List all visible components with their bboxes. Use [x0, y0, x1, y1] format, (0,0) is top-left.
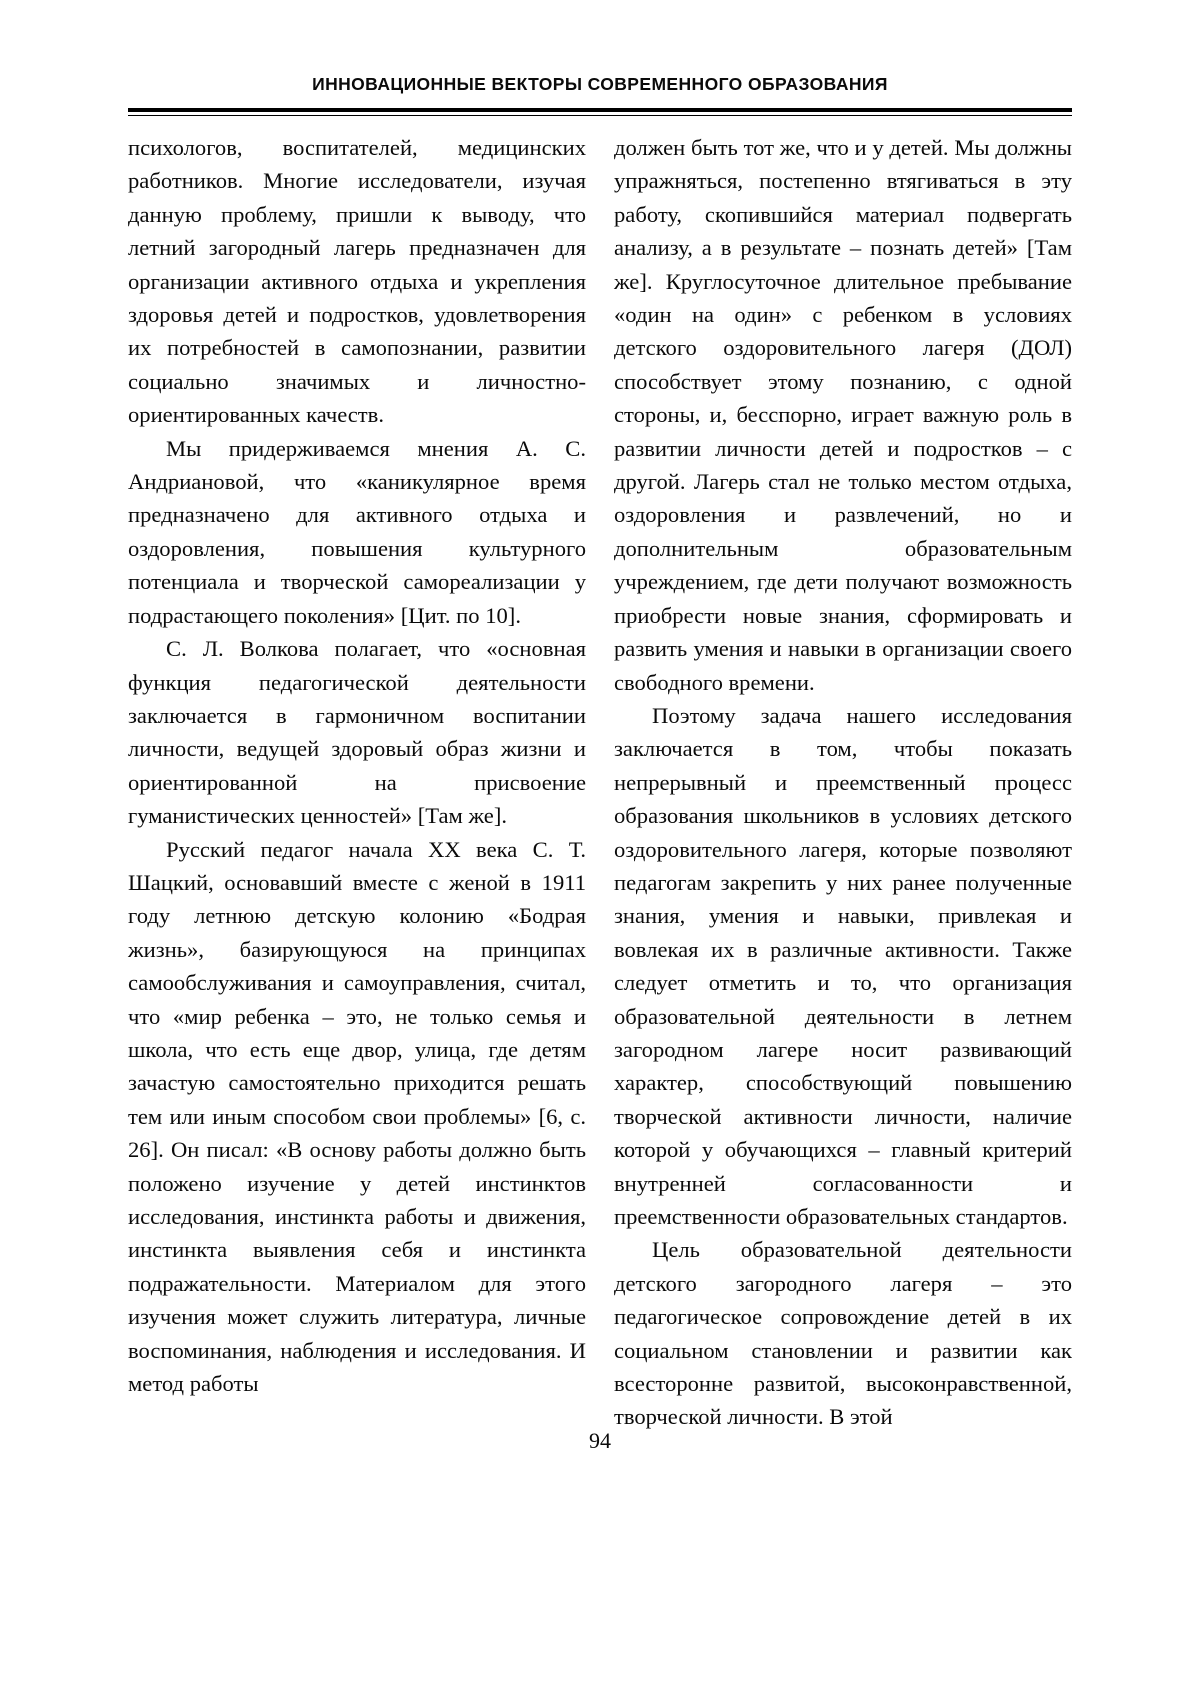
- paragraph: Мы придерживаемся мнения А. С. Андриановой, что «каникулярное время предназначено для активного отдыха и оздоровления, повышения культурного потенциала и творческой самореализации у подрастающего поколения» [Цит. по 10].: [128, 435, 586, 628]
- two-column-body: [128, 131, 1072, 1434]
- page-number: 94: [589, 1428, 611, 1453]
- column-left: [128, 131, 586, 1434]
- paragraph: психологов, воспитателей, медицинских работников. Многие исследователи, изучая данную проблему, пришли к выводу, что летний загородный лагерь предназначен для организации активного отдыха и укрепления здоровья детей и подростков, удовлетворения их потребностей в самопознании, развитии социально значимых и личностно-ориентированных качеств.: [128, 135, 586, 428]
- paragraph: С. Л. Волкова полагает, что «основная функция педагогической деятельности заключается в гармоничном воспитании личности, ведущей здоровый образ жизни и ориентированной на присвоение гуманистических ценностей» [Там же].: [128, 636, 586, 829]
- paragraph: Цель образовательной деятельности детского загородного лагеря – это педагогическое сопровождение детей в их социальном становлении и развитии как всесторонне развитой, высоконравственной, творческой личности. В этой: [614, 1237, 1072, 1430]
- paragraph: Поэтому задача нашего исследования заключается в том, чтобы показать непрерывный и преемственный процесс образования школьников в условиях детского оздоровительного лагеря, которые позволяют педагогам закрепить у них ранее полученные знания, умения и навыки, привлекая и вовлекая их в различные активности. Также следует отметить и то, что организация образовательной деятельности в летнем загородном лагере носит развивающий характер, способствующий повышению творческой активности личности, наличие которой у обучающихся – главный критерий внутренней согласованности и преемственности образовательных стандартов.: [614, 702, 1072, 1229]
- paragraph: Русский педагог начала XX века С. Т. Шацкий, основавший вместе с женой в 1911 году летнюю детскую колонию «Бодрая жизнь», базирующуюся на принципах самообслуживания и самоуправления, считал, что «мир ребенка – это, не только семья и школа, что есть еще двор, улица, где детям зачастую самостоятельно приходится решать тем или иным способом свои проблемы» [6, с. 26]. Он писал: «В основу работы должно быть положено изучение у детей инстинктов исследования, инстинкта работы и движения, инстинкта выявления себя и инстинкта подражательности. Материалом для этого изучения может служить литература, личные воспоминания, наблюдения и исследования. И метод работы: [128, 836, 586, 1397]
- journal-header-title: ИННОВАЦИОННЫЕ ВЕКТОРЫ СОВРЕМЕННОГО ОБРАЗОВАНИЯ: [312, 74, 888, 94]
- header-rule-thin: [128, 115, 1072, 116]
- paragraph: должен быть тот же, что и у детей. Мы должны упражняться, постепенно втягиваться в эту работу, скопившийся материал подвергать анализу, а в результате – познать детей» [Там же]. Круглосуточное длительное пребывание «один на один» с ребенком в условиях детского оздоровительного лагеря (ДОЛ) способствует этому познанию, с одной стороны, и, бесспорно, играет важную роль в развитии личности детей и подростков – с другой. Лагерь стал не только местом отдыха, оздоровления и развлечений, но и дополнительным образовательным учреждением, где дети получают возможность приобрести новые знания, сформировать и развить умения и навыки в организации своего свободного времени.: [614, 135, 1072, 695]
- column-right: [614, 131, 1072, 1434]
- header-rule-thick: [128, 108, 1072, 112]
- text-block: [128, 0, 1072, 1434]
